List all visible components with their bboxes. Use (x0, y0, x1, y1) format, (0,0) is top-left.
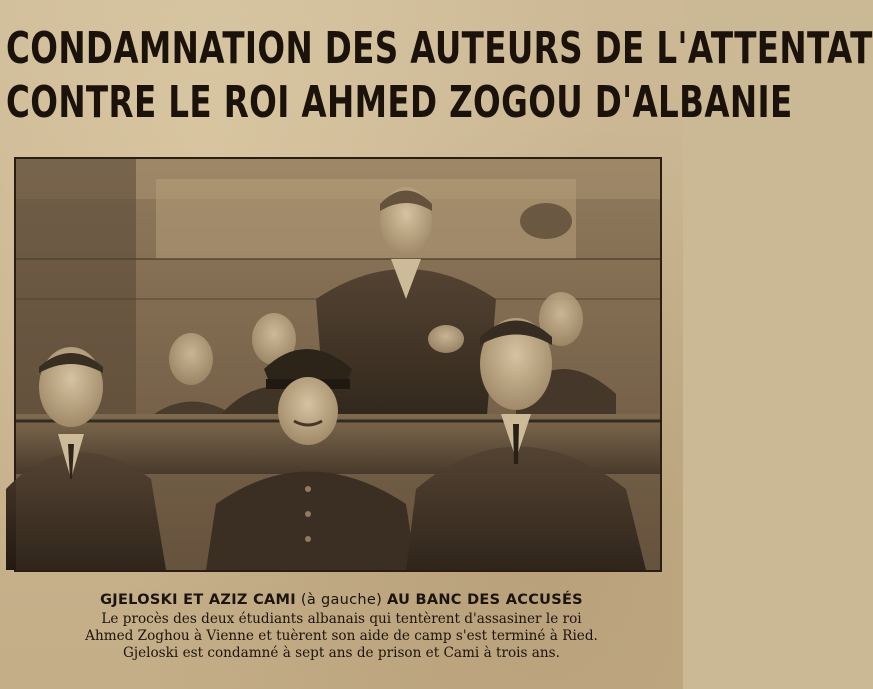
caption-body (0, 611, 683, 662)
courtroom-photo (14, 157, 662, 572)
headline-line-1: CONDAMNATION DES AUTEURS DE L'ATTENTAT (6, 23, 873, 74)
caption-title-names: GJELOSKI ET AZIZ CAMI (100, 592, 296, 608)
caption-title-note: (à gauche) (300, 592, 383, 608)
photo-image (16, 159, 660, 570)
caption-line-3: Gjeloski est condamné à sept ans de prison et Cami à trois ans. (123, 645, 560, 661)
headline-line-2: CONTRE LE ROI AHMED ZOGOU D'ALBANIE (6, 77, 793, 128)
caption-line-1: Le procès des deux étudiants albanais qui tentèrent d'assasiner le roi (101, 611, 582, 627)
caption-title (0, 592, 683, 609)
headline (6, 22, 873, 130)
caption-line-2: Ahmed Zoghou à Vienne et tuèrent son aide de camp s'est terminé à Ried. (85, 628, 598, 644)
photo-caption (0, 592, 683, 662)
caption-title-end: AU BANC DES ACCUSÉS (387, 592, 583, 608)
